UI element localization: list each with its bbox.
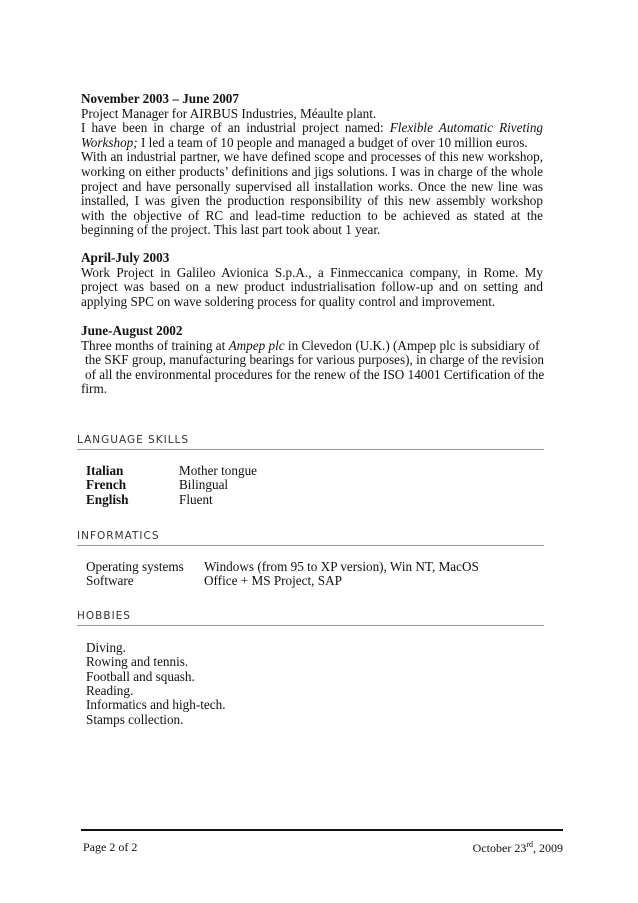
experience-description bbox=[81, 121, 543, 150]
footer-rule bbox=[81, 829, 563, 831]
experience-date: June-August 2002 bbox=[81, 323, 183, 338]
informatics-value: Office + MS Project, SAP bbox=[204, 573, 342, 588]
section-heading-hobbies: HOBBIES bbox=[77, 610, 544, 626]
experience-line: firm. bbox=[81, 381, 108, 397]
language-level: Bilingual bbox=[179, 477, 229, 492]
experience-line bbox=[81, 339, 551, 354]
date-text: , 2009 bbox=[533, 841, 563, 855]
language-name: French bbox=[86, 477, 127, 492]
company-name: Ampep plc bbox=[228, 337, 285, 353]
experience-entry bbox=[81, 251, 543, 309]
hobby-item: Stamps collection. bbox=[86, 712, 184, 727]
language-level: Mother tongue bbox=[179, 463, 258, 478]
line-text: Three months of training at bbox=[81, 337, 229, 353]
experience-date: November 2003 – June 2007 bbox=[81, 91, 239, 106]
hobby-item: Rowing and tennis. bbox=[86, 654, 189, 669]
experience-description: Work Project in Galileo Avionica S.p.A., a Finmeccanica company, in Rome. My project was based on a new product industrialisation follow-up and on setting and applying SPC on wave soldering process for quality control and improvement. bbox=[81, 264, 543, 309]
language-name: English bbox=[86, 492, 129, 507]
project-name: Flexible Automatic Riveting Workshop; bbox=[81, 120, 544, 150]
date-text: October 23 bbox=[472, 841, 527, 855]
page-number: Page 2 of 2 bbox=[83, 840, 138, 854]
hobby-item: Reading. bbox=[86, 683, 134, 698]
section-heading-informatics: INFORMATICS bbox=[77, 530, 544, 546]
language-level: Fluent bbox=[179, 492, 213, 507]
experience-line: the SKF group, manufacturing bearings for various purposes), in charge of the revision bbox=[85, 352, 545, 368]
line-text: in Clevedon (U.K.) (Ampep plc is subsidiary of bbox=[284, 337, 540, 353]
experience-entry bbox=[81, 92, 543, 238]
informatics-value: Windows (from 95 to XP version), Win NT, MacOS bbox=[204, 559, 479, 574]
experience-date: April-July 2003 bbox=[81, 250, 170, 265]
hobby-item: Informatics and high-tech. bbox=[86, 697, 226, 712]
experience-role: Project Manager for AIRBUS Industries, Méaulte plant. bbox=[81, 105, 377, 121]
date-suffix: rd bbox=[526, 840, 533, 849]
informatics-name: Software bbox=[86, 573, 134, 588]
description-text: I led a team of 10 people and managed a budget of over 10 million euros. bbox=[137, 134, 528, 150]
experience-description-2: With an industrial partner, we have defined scope and processes of this new workshop, working on either products’ definitions and jigs solutions. I was in charge of the whole project and have personally supervised all installation works. Once the new line was installed, I was given the production responsibility of this new assembly workshop with the objective of RC and lead-time reduction to be achieved as stated at the beginning of the project. This last part took about 1 year. bbox=[81, 149, 543, 238]
hobby-item: Diving. bbox=[86, 640, 126, 655]
experience-line: of all the environmental procedures for the renew of the ISO 14001 Certification of the bbox=[85, 366, 545, 382]
hobby-item: Football and squash. bbox=[86, 669, 195, 684]
description-text: I have been in charge of an industrial project named: bbox=[81, 120, 390, 136]
footer-date bbox=[470, 840, 563, 856]
informatics-name: Operating systems bbox=[86, 559, 184, 574]
language-name: Italian bbox=[86, 463, 124, 478]
section-heading-language: LANGUAGE SKILLS bbox=[77, 434, 544, 450]
experience-entry bbox=[81, 324, 551, 397]
